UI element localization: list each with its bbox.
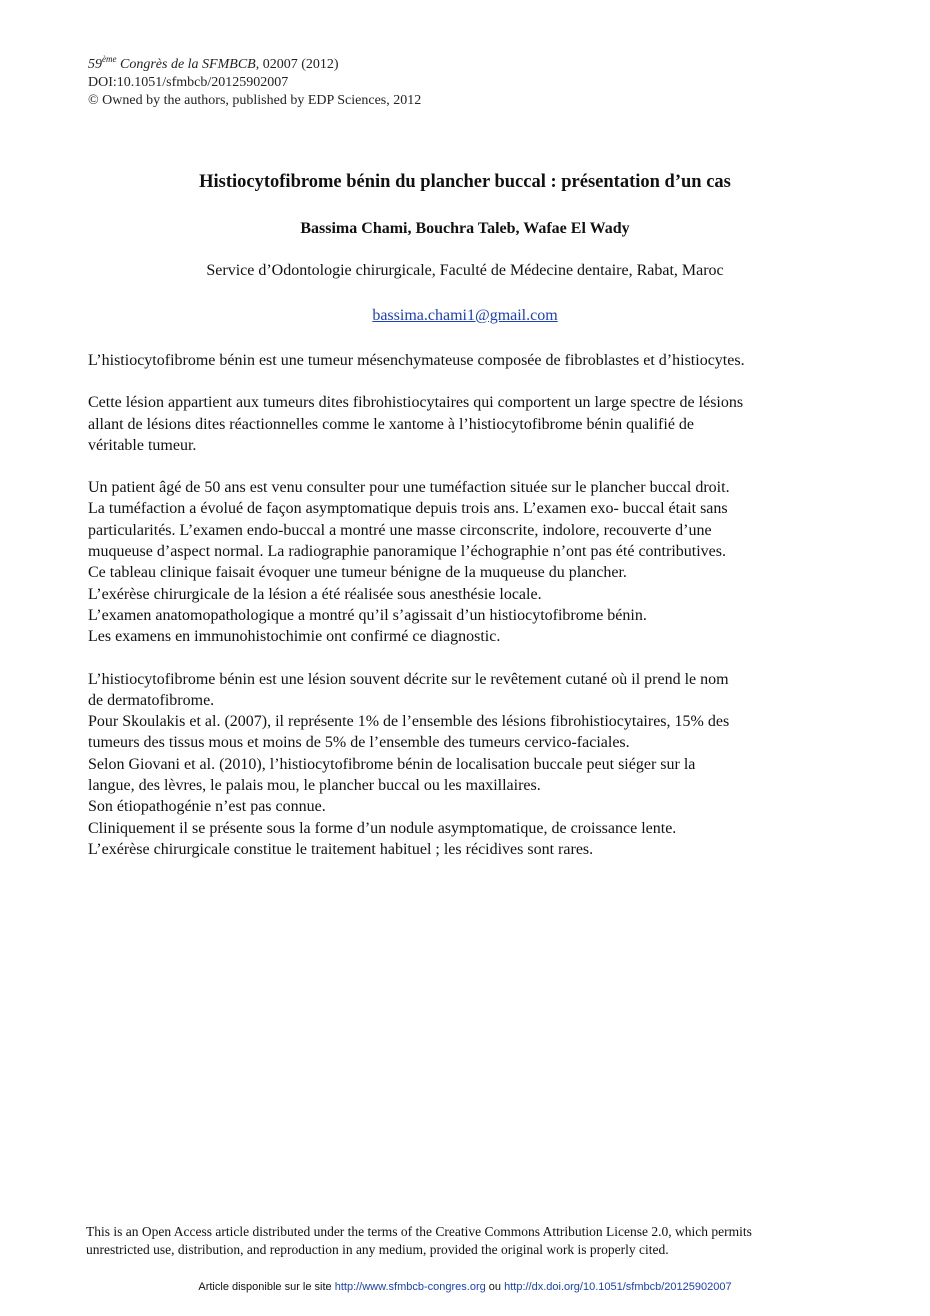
license-line: unrestricted use, distribution, and reproduction in any medium, provided the original work is properly cited.: [86, 1242, 669, 1257]
paragraph-line: véritable tumeur.: [88, 436, 197, 454]
paper-title: Histiocytofibrome bénin du plancher buccal : présentation d’un cas: [199, 172, 731, 192]
conference-name: Congrès de la SFMBCB: [116, 57, 256, 72]
paragraph-line: Son étiopathogénie n’est pas connue.: [88, 798, 326, 816]
paragraph-line: Cliniquement il se présente sous la forme d’un nodule asymptomatique, de croissance lente.: [88, 819, 677, 837]
paragraph-line: allant de lésions dites réactionnelles comme le xantome à l’histiocytofibrome bénin qualifié de: [88, 415, 695, 433]
license-notice: [86, 1223, 876, 1259]
body-paragraph: [88, 477, 868, 647]
paper-affiliation: Service d’Odontologie chirurgicale, Faculté de Médecine dentaire, Rabat, Maroc: [206, 262, 724, 279]
paragraph-line: L’exérèse chirurgicale constitue le traitement habituel ; les récidives sont rares.: [88, 840, 594, 858]
license-line: This is an Open Access article distributed under the terms of the Creative Commons Attribution License 2.0, which permits: [86, 1224, 752, 1239]
body-paragraph: [88, 669, 868, 861]
paper-authors: Bassima Chami, Bouchra Taleb, Wafae El Wady: [300, 220, 630, 237]
conference-superscript: ème: [102, 54, 117, 64]
page-footer: [0, 1281, 930, 1293]
conference-number: 59: [88, 57, 102, 72]
paragraph-line: Les examens en immunohistochimie ont confirmé ce diagnostic.: [88, 628, 501, 646]
paragraph-line: Selon Giovani et al. (2010), l’histiocytofibrome bénin de localisation buccale peut siéger sur la: [88, 755, 696, 773]
paragraph-line: L’examen anatomopathologique a montré qu’il s’agissait d’un histiocytofibrome bénin.: [88, 606, 647, 624]
paragraph-line: Ce tableau clinique faisait évoquer une tumeur bénigne de la muqueuse du plancher.: [88, 564, 627, 582]
paragraph-line: Cette lésion appartient aux tumeurs dites fibrohistiocytaires qui comportent un large spectre de lésions: [88, 394, 744, 412]
paper-body: [88, 350, 868, 881]
conference-line: [88, 50, 421, 74]
paragraph-line: La tuméfaction a évolué de façon asymptomatique depuis trois ans. L’examen exo- buccal était sans: [88, 500, 728, 518]
email-container: [0, 307, 930, 325]
conference-reference: , 02007 (2012): [255, 57, 339, 72]
body-paragraph: [88, 392, 868, 456]
paragraph-line: muqueuse d’aspect normal. La radiographie panoramique l’échographie n’ont pas été contributives.: [88, 543, 726, 561]
doi-line: DOI:10.1051/sfmbcb/20125902007: [88, 75, 289, 90]
paragraph-line: L’histiocytofibrome bénin est une tumeur mésenchymateuse composée de fibroblastes et d’histiocytes.: [88, 352, 745, 369]
paragraph-line: particularités. L’examen endo-buccal a montré une masse circonscrite, indolore, recouverte d’une: [88, 521, 712, 539]
paragraph-line: tumeurs des tissus mous et moins de 5% de l’ensemble des tumeurs cervico-faciales.: [88, 734, 630, 752]
email-link[interactable]: bassima.chami1@gmail.com: [372, 307, 558, 324]
footer-prefix: Article disponible sur le site: [198, 1281, 335, 1293]
paragraph-line: langue, des lèvres, le palais mou, le plancher buccal ou les maxillaires.: [88, 777, 541, 795]
paragraph-line: L’histiocytofibrome bénin est une lésion souvent décrite sur le revêtement cutané où il prend le nom: [88, 670, 729, 688]
footer-link-doi[interactable]: http://dx.doi.org/10.1051/sfmbcb/20125902007: [504, 1281, 732, 1293]
footer-middle: ou: [485, 1281, 505, 1293]
copyright-line: © Owned by the authors, published by EDP Sciences, 2012: [88, 93, 422, 108]
paragraph-line: de dermatofibrome.: [88, 691, 215, 709]
paragraph-line: L’exérèse chirurgicale de la lésion a été réalisée sous anesthésie locale.: [88, 585, 542, 603]
footer-link-congress[interactable]: http://www.sfmbcb-congres.org: [334, 1281, 486, 1293]
page-header: [88, 50, 421, 110]
paragraph-line: Pour Skoulakis et al. (2007), il représente 1% de l’ensemble des lésions fibrohistiocytaires, 15% des: [88, 713, 730, 731]
paragraph-line: Un patient âgé de 50 ans est venu consulter pour une tuméfaction située sur le plancher buccal droit.: [88, 479, 730, 497]
body-paragraph: [88, 350, 868, 371]
